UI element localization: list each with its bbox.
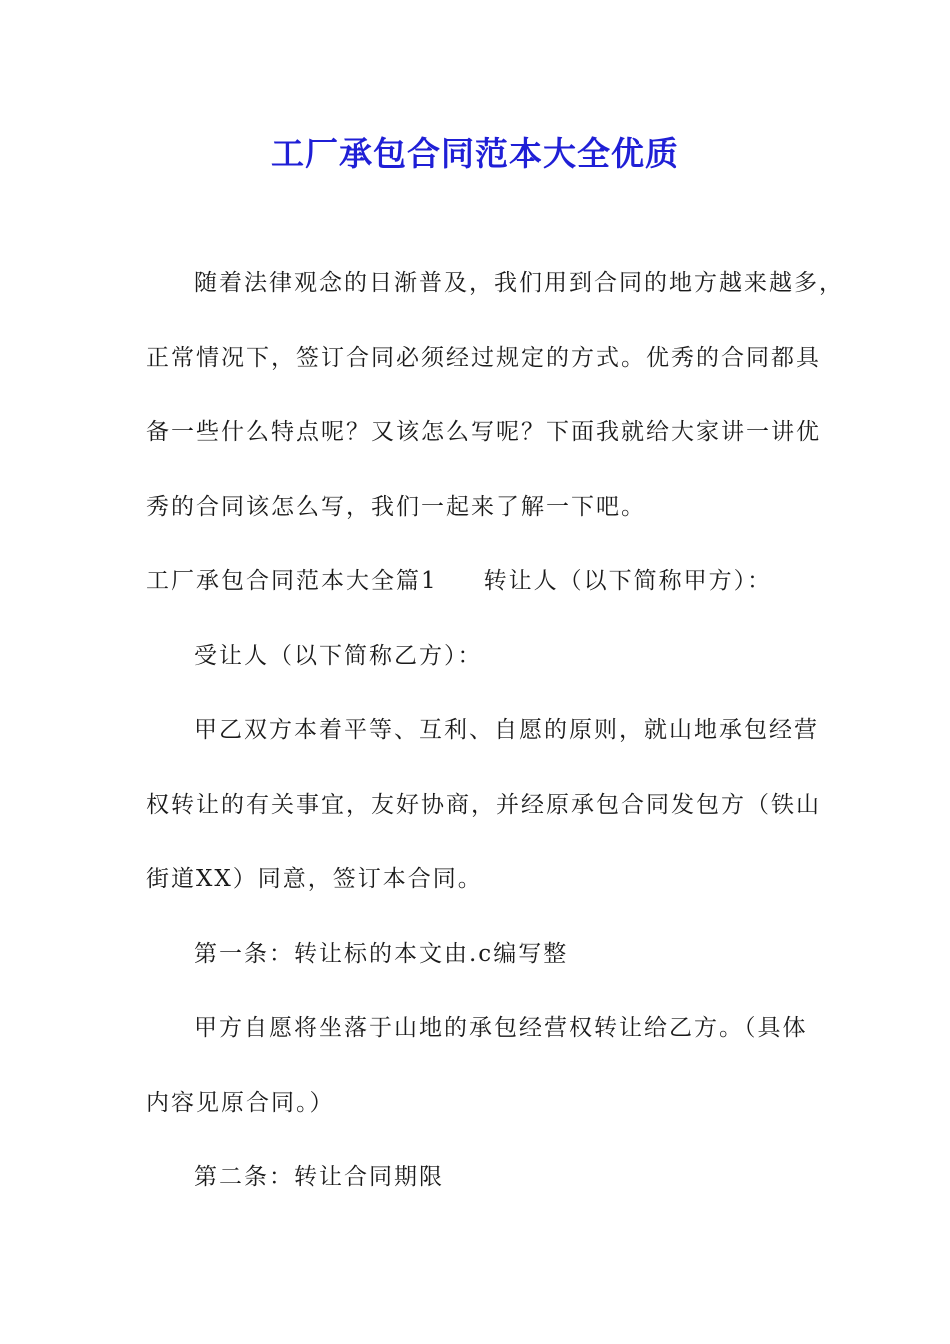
transferor-label: 转让人（以下简称甲方）： (483, 568, 773, 594)
paragraph-line: 正常情况下，签订合同必须经过规定的方式。优秀的合同都具 (146, 344, 821, 371)
document-title: 工厂承包合同范本大全优质 (271, 134, 679, 173)
paragraph-line: 权转让的有关事宜，友好协商，并经原承包合同发包方（铁山 (146, 791, 821, 818)
paragraph-line: 街道XX）同意，签订本合同。 (146, 866, 483, 892)
paragraph-line: 秀的合同该怎么写，我们一起来了解一下吧。 (146, 493, 646, 520)
paragraph-line: 甲乙双方本着平等、互利、自愿的原则，就山地承包经营 (194, 717, 819, 743)
section-heading: 工厂承包合同范本大全篇1 (146, 568, 438, 594)
article-heading: 第二条：转让合同期限 (194, 1164, 444, 1190)
paragraph-line: 备一些什么特点呢？又该怎么写呢？下面我就给大家讲一讲优 (146, 419, 821, 445)
article-heading: 第一条：转让标的本文由.c编写整 (194, 940, 569, 967)
section-heading-line (146, 544, 826, 619)
paragraph-line: 内容见原合同。） (146, 1089, 335, 1116)
transferee-label: 受让人（以下简称乙方）： (194, 642, 483, 669)
paragraph-line: 随着法律观念的日渐普及，我们用到合同的地方越来越多， (194, 270, 844, 296)
paragraph-line: 甲方自愿将坐落于山地的承包经营权转让给乙方。（具体 (194, 1015, 808, 1041)
document-body (146, 246, 844, 1215)
